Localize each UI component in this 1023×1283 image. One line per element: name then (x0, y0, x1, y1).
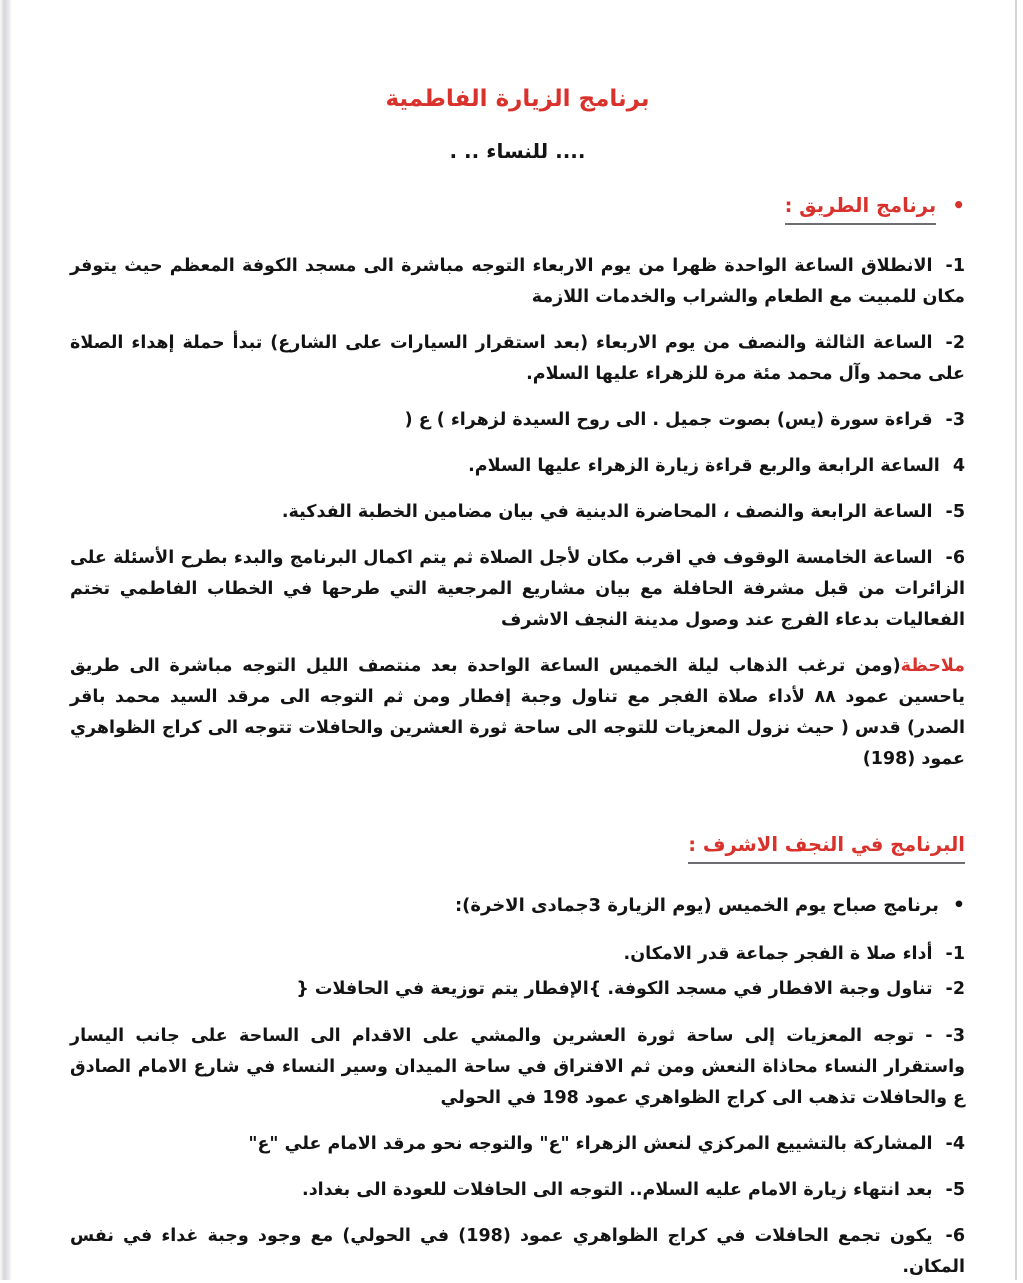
list-item (70, 451, 965, 482)
list-item (70, 328, 965, 390)
item-number: 1- (945, 944, 965, 964)
list-item (70, 497, 965, 528)
section2-heading (70, 833, 965, 864)
page-title: برنامج الزيارة الفاطمية (385, 86, 650, 112)
note-label: ملاحظة (900, 656, 965, 676)
list-item (70, 1175, 965, 1206)
item-number: 2- (945, 979, 965, 999)
section2-intro (70, 890, 965, 921)
item-number: 1- (945, 256, 965, 276)
item-text: المشاركة بالتشييع المركزي لنعش الزهراء "ع" والتوجه نحو مرقد الامام علي "ع" (248, 1134, 933, 1154)
item-number: 3- (945, 1026, 965, 1046)
item-text: الساعة الرابعة والربع قراءة زيارة الزهراء عليها السلام. (468, 456, 940, 476)
item-text: تناول وجبة الافطار في مسجد الكوفة. }الإفطار يتم توزيعة في الحافلات { (296, 979, 933, 999)
item-number: 4- (945, 1134, 965, 1154)
item-text: الساعة الثالثة والنصف من يوم الاربعاء (بعد استقرار السيارات على الشارع) تبدأ حملة إهداء الصلاة على محمد وآل محمد مئة مرة للزهراء عليها السلام. (70, 333, 965, 384)
item-text: الانطلاق الساعة الواحدة ظهرا من يوم الاربعاء التوجه مباشرة الى مسجد الكوفة المعظم حيث يتوفر مكان للمبيت مع الطعام والشراب والخدمات اللازمة (70, 256, 965, 307)
bullet-icon: • (952, 193, 965, 217)
item-text: أداء صلا ة الفجر جماعة قدر الامكان. (623, 944, 933, 964)
item-text: بعد انتهاء زيارة الامام عليه السلام.. التوجه الى الحافلات للعودة الى بغداد. (302, 1180, 933, 1200)
note-paragraph (70, 651, 965, 775)
item-text: الساعة الرابعة والنصف ، المحاضرة الدينية في بيان مضامين الخطبة الفدكية. (281, 502, 933, 522)
page-edge-shadow-left (0, 0, 12, 1280)
item-text: يكون تجمع الحافلات في كراج الظواهري عمود (198) في الحولي) مع وجود وجبة غداء في نفس المكان. (70, 1226, 965, 1277)
item-number: 2- (945, 333, 965, 353)
list-item (70, 1021, 965, 1114)
item-number: 5- (945, 1180, 965, 1200)
list-item (70, 543, 965, 636)
list-item (70, 251, 965, 313)
item-text: الساعة الخامسة الوقوف في اقرب مكان لأجل الصلاة ثم يتم اكمال البرنامج والبدء بطرح الأسئلة على الزائرات من قبل مشرفة الحافلة مع بيان مشاريع المرجعية التي طرحها في الخطاب الفاطمي تختم الفعاليات بدعاء الفرج عند وصول مدينة النجف الاشرف (70, 548, 965, 630)
list-item (70, 1129, 965, 1160)
item-text: - توجه المعزيات إلى ساحة ثورة العشرين والمشي على الاقدام الى الساحة على جانب اليسار واستقرار النساء محاذاة النعش ومن ثم الافتراق في ساحة الميدان وسير النساء في شارع الامام الصادق ع والحافلات تذهب الى كراج الظواهري عمود 198 في الحولي (70, 1026, 965, 1108)
bullet-icon: • (952, 894, 965, 916)
item-number: 4 (952, 456, 965, 476)
item-number: 6- (945, 548, 965, 568)
section1-heading (70, 193, 965, 225)
note-text: (ومن ترغب الذهاب ليلة الخميس الساعة الواحدة بعد منتصف الليل التوجه مباشرة الى طريق ياحسين عمود ٨٨ لأداء صلاة الفجر مع تناول وجبة إفطار ومن ثم التوجه الى مرقد السيد محمد باقر الصدر) قدس ( حيث نزول المعزيات للتوجه الى ساحة ثورة العشرين والحافلات تتوجه الى كراج الظواهري عمود (198) (70, 656, 966, 769)
section1-heading-text: برنامج الطريق : (785, 194, 937, 225)
list-item (70, 1221, 965, 1283)
list-item (70, 939, 965, 970)
intro-text: برنامج صباح يوم الخميس (يوم الزيارة 3جمادى الاخرة): (454, 895, 939, 916)
item-number: 6- (945, 1226, 965, 1246)
list-item (70, 974, 965, 1005)
section2-heading-text: البرنامج في النجف الاشرف : (688, 833, 965, 864)
page-subtitle: .... للنساء .. . (449, 139, 586, 163)
item-number: 5- (945, 502, 965, 522)
item-text: قراءة سورة (يس) بصوت جميل . الى روح السيدة لزهراء ) ع ( (404, 410, 933, 430)
page-edge-line-right (1015, 0, 1017, 1280)
item-number: 3- (945, 410, 965, 430)
list-item (70, 405, 965, 436)
